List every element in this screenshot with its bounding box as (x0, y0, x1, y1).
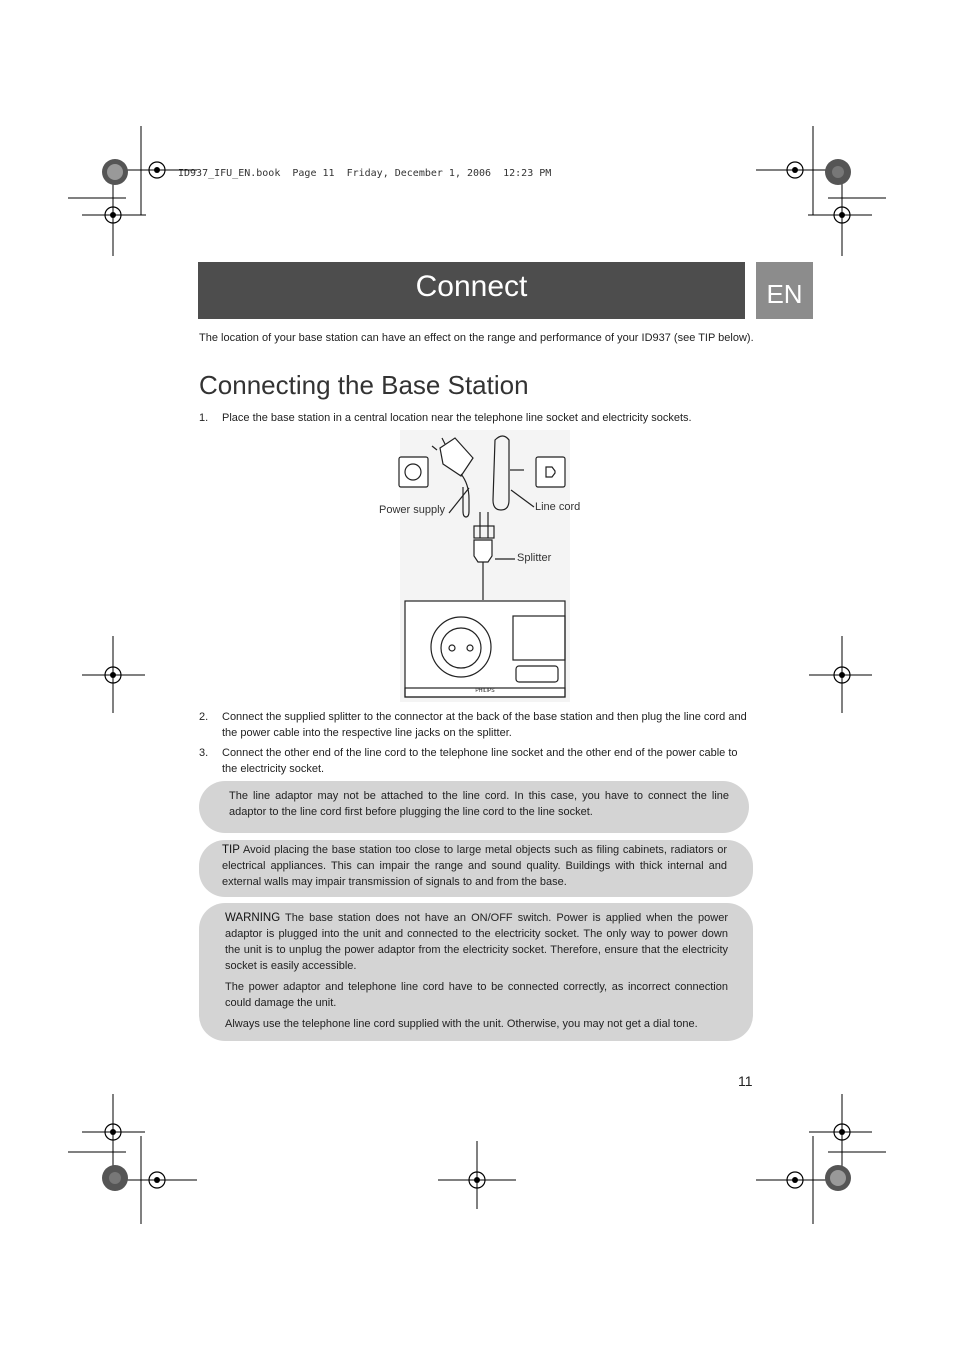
warning-label: WARNING (225, 912, 281, 924)
warning-box (199, 903, 753, 1041)
warning-paragraph (225, 910, 728, 974)
print-header: ID937_IFU_EN.book Page 11 Friday, December 1, 2006 12:23 PM (178, 168, 552, 179)
language-label: EN (766, 279, 803, 309)
step-number: 2. (199, 711, 209, 723)
section-heading: Connecting the Base Station (199, 370, 529, 400)
warning-paragraph-2: The power adaptor and telephone line cord have to be connected correctly, as incorrect connection could damage the unit. (225, 981, 728, 1009)
page-number: 11 (738, 1073, 753, 1089)
title-bar (198, 262, 745, 319)
step-2 (199, 709, 755, 741)
label-splitter: Splitter (517, 552, 552, 564)
step-3 (199, 745, 755, 777)
tip-label: TIP (222, 844, 240, 856)
language-tab (756, 262, 813, 319)
brand-mark: PHILIPS (475, 688, 495, 694)
label-power-supply: Power supply (379, 504, 446, 516)
step-number: 1. (199, 412, 209, 424)
step-1 (199, 410, 755, 426)
note-text: The line adaptor may not be attached to the line cord. In this case, you have to connect the line adaptor to the line cord first before plugging the line cord to the line socket. (229, 790, 729, 818)
connection-illustration (370, 430, 600, 702)
tip-box (199, 840, 753, 897)
step-text: Connect the supplied splitter to the connector at the back of the base station and then plug the line cord and the power cable into the respective line jacks on the splitter. (222, 711, 747, 739)
label-line-cord: Line cord (535, 501, 581, 513)
step-text: Connect the other end of the line cord to the telephone line socket and the other end of the power cable to the electricity socket. (222, 747, 738, 775)
page-title: Connect (415, 270, 528, 303)
tip-paragraph (222, 842, 727, 890)
connection-diagram (370, 430, 600, 702)
intro-paragraph: The location of your base station can have an effect on the range and performance of your ID937 (see TIP below). (199, 332, 754, 344)
step-number: 3. (199, 747, 209, 759)
step-text: Place the base station in a central location near the telephone line socket and electricity sockets. (222, 412, 692, 424)
warning-paragraph-3: Always use the telephone line cord supplied with the unit. Otherwise, you may not get a dial tone. (225, 1018, 698, 1030)
tip-text: Avoid placing the base station too close to large metal objects such as filing cabinets, radiators or electrical appliances. This can impair the range and sound quality. Buildings with thick internal and external walls may impair transmission of signals to and from the base. (222, 844, 727, 888)
warning-text: The base station does not have an ON/OFF switch. Power is applied when the power adaptor is plugged into the unit and connected to the electricity socket. The only way to power down the unit is to unplug the power adaptor from the electricity socket. Therefore, ensure that the electricity socket is easily accessible. (225, 912, 728, 972)
note-box (199, 781, 749, 833)
